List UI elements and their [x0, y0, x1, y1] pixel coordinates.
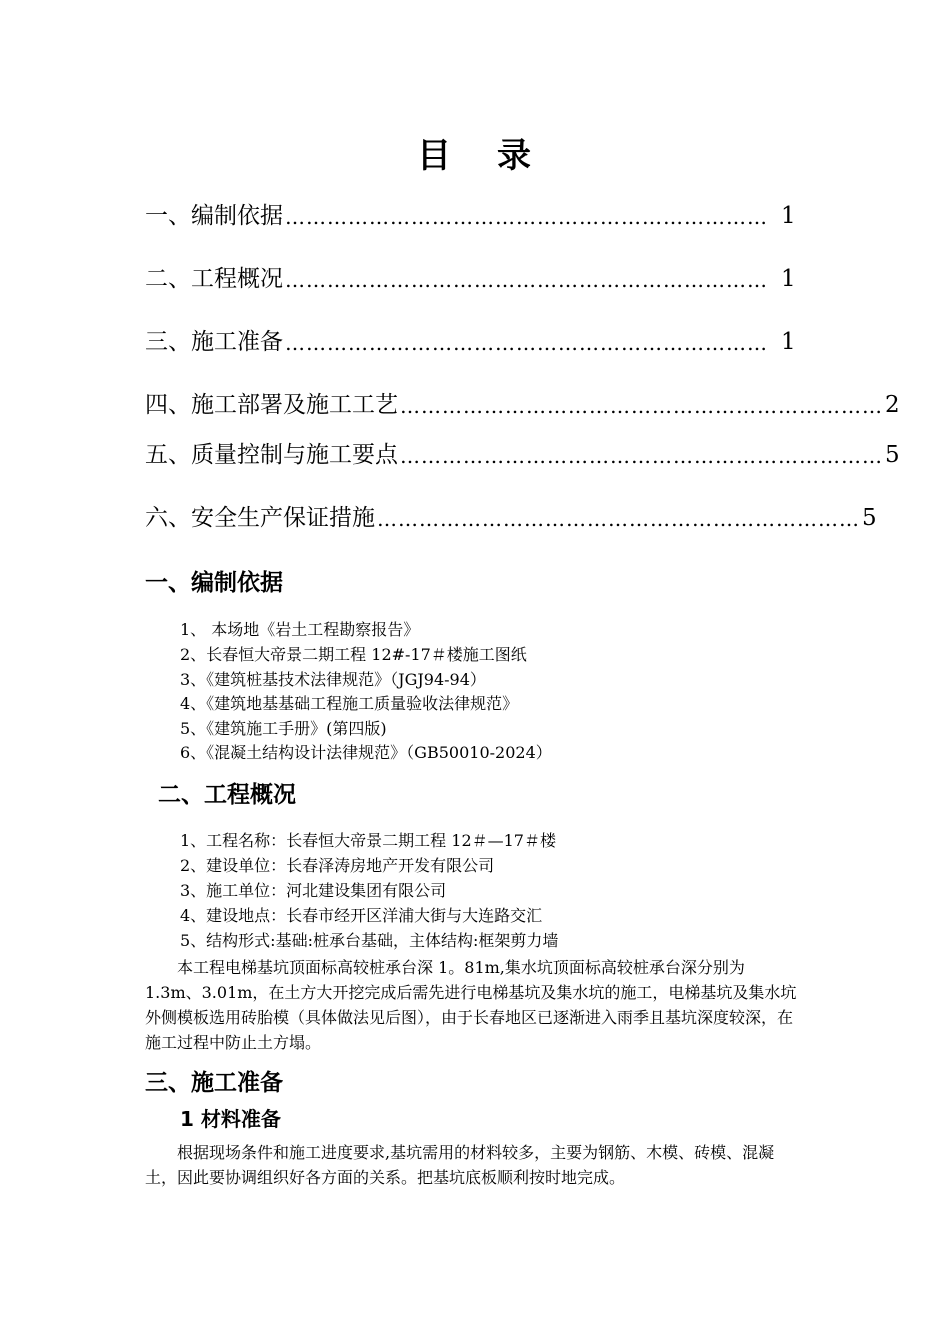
list-item: 4、《建筑地基基础工程施工质量验收法律规范》 — [180, 694, 519, 713]
list-item: 5、结构形式:基础:桩承台基础，主体结构:框架剪力墙 — [180, 931, 559, 950]
list-item: 1、工程名称：长春恒大帝景二期工程 12＃—17＃楼 — [180, 831, 556, 850]
list-item: 1、 本场地《岩土工程勘察报告》 — [180, 620, 420, 639]
toc-leader-dots: …………………………………………………………… — [285, 331, 768, 355]
toc-entry[interactable] — [145, 326, 795, 358]
toc-entry[interactable] — [145, 439, 900, 471]
body-paragraph: 根据现场条件和施工进度要求,基坑需用的材料较多，主要为钢筋、木模、砖模、混凝土，因此要协调组织好各方面的关系。把基坑底板顺利按时地完成。 — [145, 1143, 775, 1187]
toc-page-number: 5 — [885, 442, 900, 468]
body-paragraph: 本工程电梯基坑顶面标高较桩承台深 1。81m,集水坑顶面标高较桩承台深分别为 1.3m、3.01m，在土方大开挖完成后需先进行电梯基坑及集水坑的施工，电梯基坑及集水坑外侧模板选用砖胎模（具体做法见后图），由于长春地区已逐渐进入雨季且基坑深度较深，在施工过程中防止土方塌。 — [145, 958, 797, 1052]
section-heading: 一、编制依据 — [145, 570, 283, 596]
document-title — [0, 128, 950, 177]
toc-entry-label: 二、工程概况 — [145, 266, 283, 292]
toc-entry-label: 六、安全生产保证措施 — [145, 505, 375, 531]
list-item: 3、施工单位：河北建设集团有限公司 — [180, 881, 447, 900]
list-item: 5、《建筑施工手册》(第四版) — [180, 719, 387, 738]
toc-leader-dots: …………………………………………………………… — [285, 268, 768, 292]
list-item: 2、建设单位：长春泽涛房地产开发有限公司 — [180, 856, 495, 875]
toc-entry[interactable] — [145, 389, 900, 421]
section-heading: 三、施工准备 — [145, 1070, 283, 1096]
toc-entry[interactable] — [145, 502, 877, 534]
toc-page-number: 1 — [781, 203, 796, 229]
toc-entry-label: 三、施工准备 — [145, 329, 283, 355]
toc-entry[interactable] — [145, 200, 795, 232]
toc-entry-label: 五、质量控制与施工要点 — [145, 442, 398, 468]
toc-leader-dots: …………………………………………………………… — [400, 444, 883, 468]
toc-leader-dots: …………………………………………………………… — [377, 507, 860, 531]
toc-entry-label: 四、施工部署及施工工艺 — [145, 392, 398, 418]
section-heading: 二、工程概况 — [158, 782, 296, 808]
list-item: 4、建设地点：长春市经开区洋浦大街与大连路交汇 — [180, 906, 543, 925]
toc-page-number: 2 — [885, 392, 900, 418]
toc-page-number: 1 — [781, 329, 796, 355]
list-item: 3、《建筑桩基技术法律规范》（JGJ94-94） — [180, 670, 486, 689]
toc-leader-dots: …………………………………………………………… — [285, 205, 768, 229]
list-item: 6、《混凝土结构设计法律规范》（GB50010-2024） — [180, 743, 552, 762]
list-item: 2、长春恒大帝景二期工程 12#-17＃楼施工图纸 — [180, 645, 527, 664]
toc-entry[interactable] — [145, 263, 795, 295]
toc-leader-dots: …………………………………………………………… — [400, 394, 883, 418]
toc-entry-label: 一、编制依据 — [145, 203, 283, 229]
title-char-2: 录 — [497, 136, 533, 176]
toc-page-number: 5 — [862, 505, 877, 531]
subsection-heading: 1 材料准备 — [180, 1107, 281, 1131]
title-char-1: 目 — [417, 136, 453, 176]
toc-page-number: 1 — [781, 266, 796, 292]
